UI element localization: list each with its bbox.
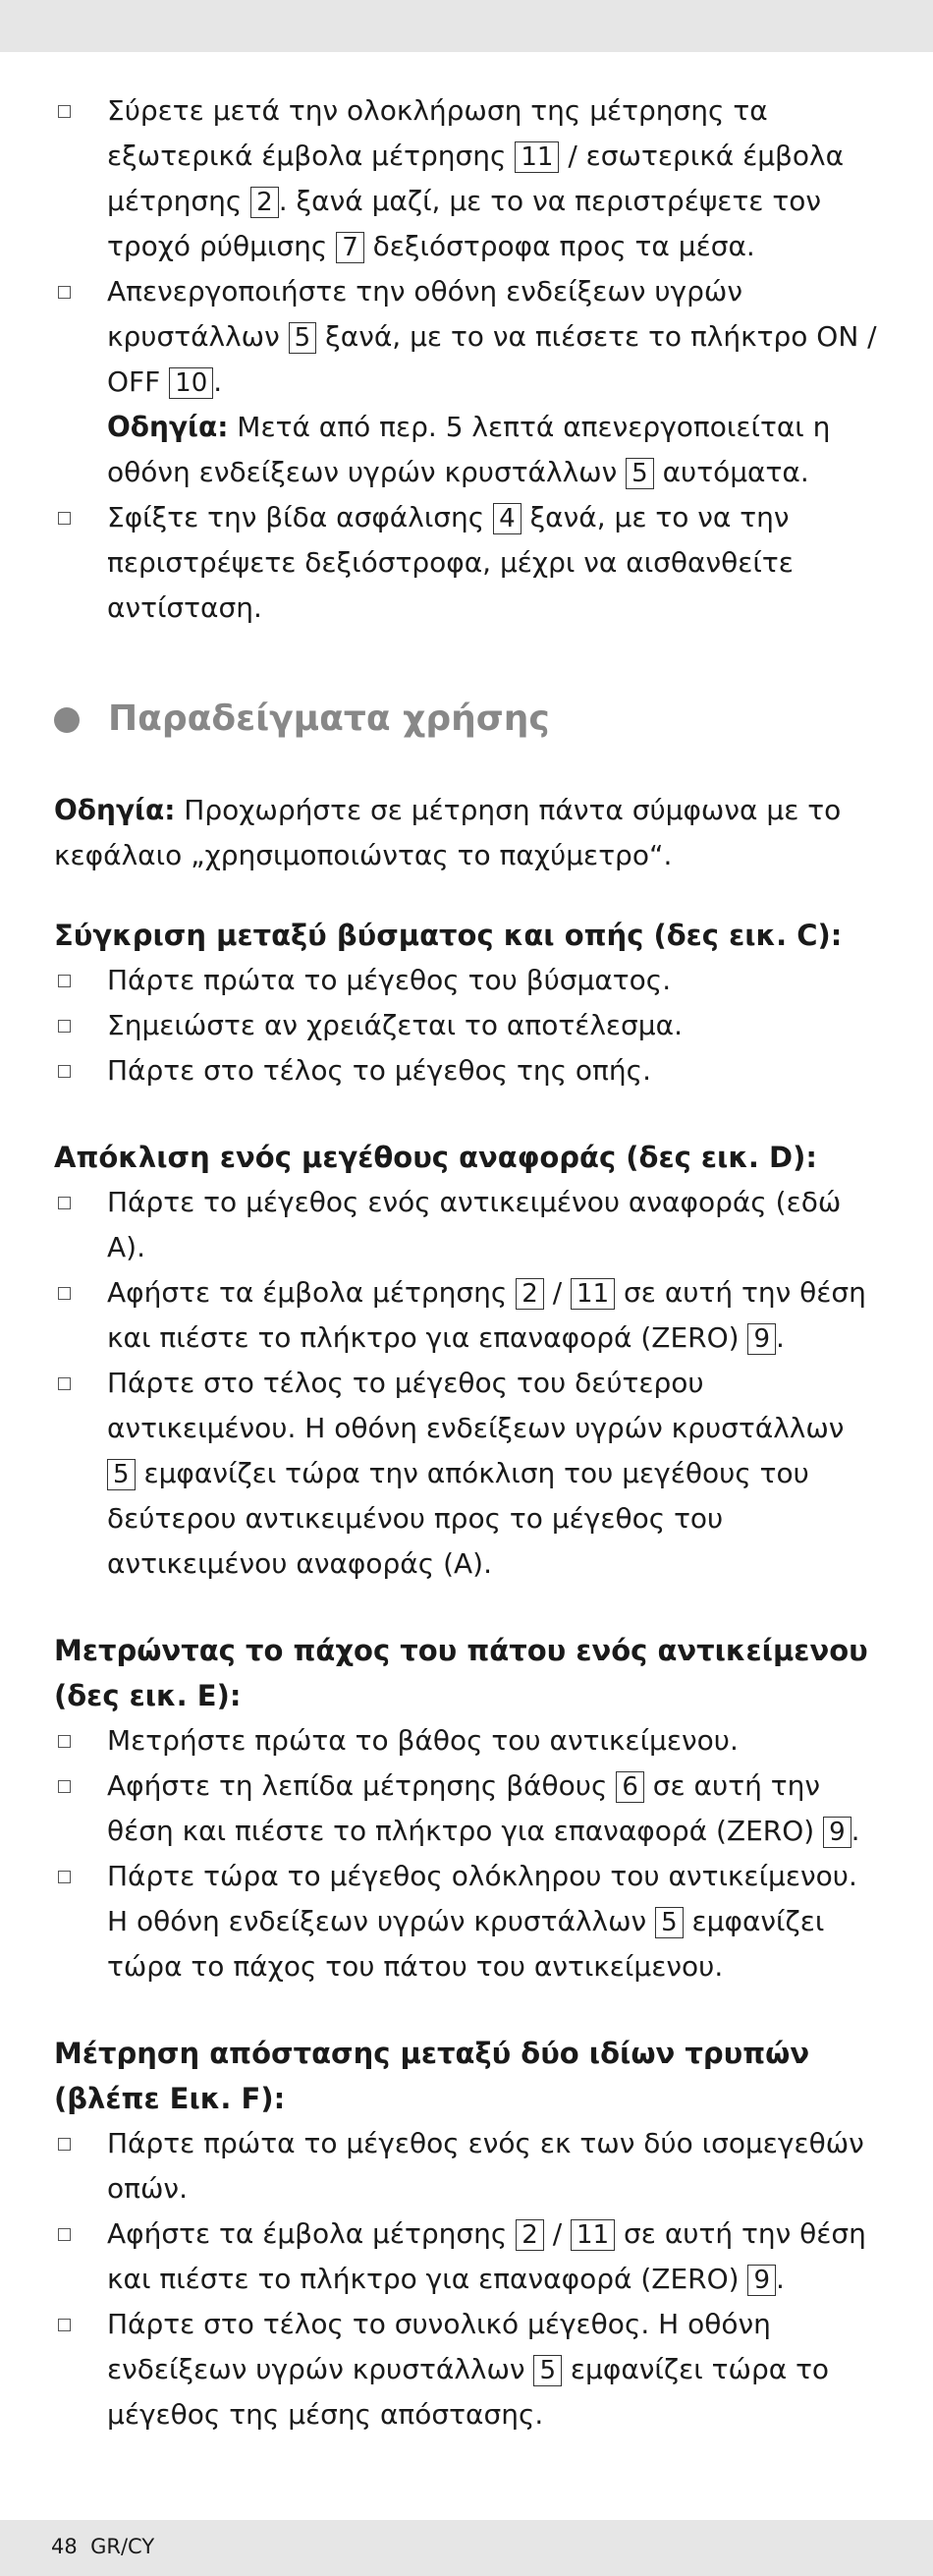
footer-bar <box>0 2520 933 2576</box>
part-number-box: 5 <box>655 1907 684 1938</box>
list-item: Αφήστε τα έμβολα μέτρησης 2 / 11 σε αυτή την θέση και πιέστε το πλήκτρο για επαναφορά (ZERO) 9 . <box>54 1270 879 1361</box>
subheading: Μέτρηση απόστασης μεταξύ δύο ιδίων τρυπών (βλέπε Εικ. F): <box>54 2037 810 2115</box>
part-number-box: 11 <box>515 141 559 173</box>
part-number-box: 10 <box>169 367 213 399</box>
part-number-box: 2 <box>516 2219 544 2251</box>
checkbox-bullet-icon <box>58 1871 71 1883</box>
checkbox-bullet-icon <box>58 105 71 118</box>
note-paragraph: Οδηγία: Προχωρήστε σε μέτρηση πάντα σύμφωνα με το κεφάλαιο „χρησιμοποιώντας το παχύμετρο“. <box>54 794 842 871</box>
subheading: Απόκλιση ενός μεγέθους αναφοράς (δες εικ. D): <box>54 1141 817 1174</box>
part-number-box: 5 <box>289 322 317 354</box>
top-bar <box>0 0 933 52</box>
part-number-box: 11 <box>571 2219 615 2251</box>
part-number-box: 11 <box>571 1278 615 1310</box>
checkbox-bullet-icon <box>58 1735 71 1748</box>
list-item: Πάρτε στο τέλος το συνολικό μέγεθος. Η οθόνη ενδείξεων υγρών κρυστάλλων 5 εμφανίζει τώρα το μέγεθος της μέσης απόστασης. <box>54 2302 879 2437</box>
part-number-box: 5 <box>533 2355 562 2386</box>
list-item: Αφήστε τα έμβολα μέτρησης 2 / 11 σε αυτή την θέση και πιέστε το πλήκτρο για επαναφορά (ZERO) 9 . <box>54 2212 879 2302</box>
part-number-box: 2 <box>516 1278 544 1310</box>
page-content <box>54 88 879 2437</box>
list-item: Σημειώστε αν χρειάζεται το αποτέλεσμα. <box>54 1003 879 1048</box>
checkbox-bullet-icon <box>58 2228 71 2241</box>
checkbox-bullet-icon <box>58 286 71 299</box>
note-label: Οδηγία: <box>107 411 229 443</box>
checkbox-bullet-icon <box>58 1287 71 1300</box>
checkbox-bullet-icon <box>58 1377 71 1390</box>
note-label: Οδηγία: <box>54 794 176 826</box>
list-item: Πάρτε το μέγεθος ενός αντικειμένου αναφοράς (εδώ A). <box>54 1180 879 1270</box>
part-number-box: 2 <box>250 187 279 218</box>
list-item: Πάρτε στο τέλος το μέγεθος του δεύτερου αντικειμένου. Η οθόνη ενδείξεων υγρών κρυστάλλων 5 εμφανίζει τώρα την απόκλιση του μεγέθους του δεύτερου αντικειμένου προς το μέγεθος του αντικειμένου αναφοράς (A). <box>54 1361 879 1587</box>
list-item: Πάρτε στο τέλος το μέγεθος της οπής. <box>54 1048 879 1093</box>
section-heading: Παραδείγματα χρήσης <box>54 695 879 744</box>
part-number-box: 6 <box>616 1771 644 1803</box>
list-item: Πάρτε πρώτα το μέγεθος του βύσματος. <box>54 958 879 1003</box>
checkbox-bullet-icon <box>58 1780 71 1793</box>
checkbox-bullet-icon <box>58 975 71 987</box>
checkbox-bullet-icon <box>58 1065 71 1078</box>
list-item: Πάρτε τώρα το μέγεθος ολόκληρου του αντικείμενου. Η οθόνη ενδείξεων υγρών κρυστάλλων 5 εμφανίζει τώρα το πάχος του πάτου του αντικείμενου. <box>54 1854 879 1989</box>
part-number-box: 9 <box>747 1323 776 1355</box>
bullet-dot-icon <box>54 707 80 733</box>
page-number: 48 GR/CY <box>51 2535 155 2558</box>
subheading: Σύγκριση μεταξύ βύσματος και οπής (δες εικ. C): <box>54 919 843 952</box>
subheading: Μετρώντας το πάχος του πάτου ενός αντικείμενου (δες εικ. E): <box>54 1634 868 1712</box>
checkbox-bullet-icon <box>58 2138 71 2151</box>
checkbox-bullet-icon <box>58 1020 71 1033</box>
part-number-box: 7 <box>336 232 364 263</box>
list-item: Πάρτε πρώτα το μέγεθος ενός εκ των δύο ισομεγεθών οπών. <box>54 2121 879 2212</box>
list-item: Απενεργοποιήστε την οθόνη ενδείξεων υγρών κρυστάλλων 5 ξανά, με το να πιέσετε το πλήκτρο ON / OFF 10 . Οδηγία: Μετά από περ. 5 λεπτά απενεργοποιείται η οθόνη ενδείξεων υγρών κρυστάλλων 5 αυτόματα. <box>54 269 879 495</box>
part-number-box: 5 <box>626 458 654 489</box>
checkbox-bullet-icon <box>58 2319 71 2331</box>
part-number-box: 5 <box>107 1459 136 1490</box>
checkbox-bullet-icon <box>58 512 71 525</box>
checkbox-bullet-icon <box>58 1197 71 1209</box>
part-number-box: 9 <box>823 1817 851 1848</box>
list-item: Αφήστε τη λεπίδα μέτρησης βάθους 6 σε αυτή την θέση και πιέστε το πλήκτρο για επαναφορά (ZERO) 9 . <box>54 1764 879 1854</box>
part-number-box: 4 <box>493 503 521 534</box>
list-item: Σύρετε μετά την ολοκλήρωση της μέτρησης τα εξωτερικά έμβολα μέτρησης 11 / εσωτερικά έμβολα μέτρησης 2 . ξανά μαζί, με το να περιστρέψετε τον τροχό ρύθμισης 7 δεξιόστροφα προς τα μέσα. <box>54 88 879 269</box>
list-item: Μετρήστε πρώτα το βάθος του αντικείμενου. <box>54 1718 879 1764</box>
part-number-box: 9 <box>747 2265 776 2296</box>
list-item: Σφίξτε την βίδα ασφάλισης 4 ξανά, με το να την περιστρέψετε δεξιόστροφα, μέχρι να αισθανθείτε αντίσταση. <box>54 495 879 631</box>
